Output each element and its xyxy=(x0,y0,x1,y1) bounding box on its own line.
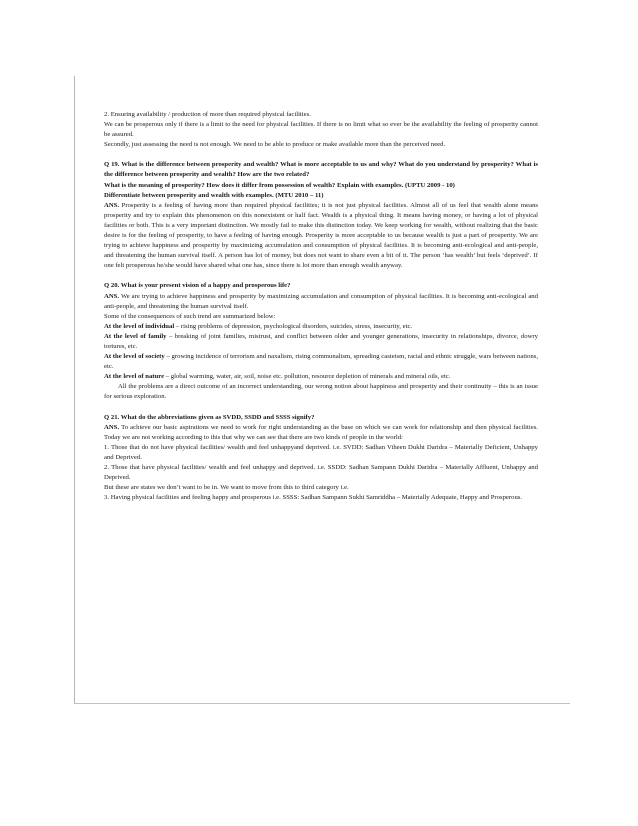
document-body xyxy=(104,110,538,503)
q19-question-1: Q 19. What is the difference between prosperity and wealth? What is more acceptable to us and why? What do you understand by prosperity? What is the difference between prosperity and wealth? How are the two related? xyxy=(104,161,538,179)
level-text: – rising problems of depression, psychological disorders, suicides, stress, insecurity, etc. xyxy=(174,322,413,330)
level-label: At the level of society xyxy=(104,353,165,361)
q19-question-2: What is the meaning of prosperity? How does it differ from possession of wealth? Explain with examples. (UPTU 2009 - 10) xyxy=(104,181,455,189)
level-text: – global warming, water, air, soil, noise etc. pollution, resource depletion of minerals and mineral oils, etc. xyxy=(164,373,451,381)
level-label: At the level of nature xyxy=(104,373,165,381)
q20-level-individual xyxy=(104,322,538,332)
q20-level-family xyxy=(104,332,538,352)
intro-paragraph-2: Secondly, just assessing the need is not enough. We need to be able to produce or make available more than the perceived need. xyxy=(104,141,446,149)
intro-paragraph-1: We can be prosperous only if there is a limit to the need for physical facilities. If there is no limit what so ever be the availability the feeling of prosperity cannot be assured. xyxy=(104,121,538,139)
q20-level-society xyxy=(104,352,538,372)
answer-label: ANS. xyxy=(104,201,120,209)
q19-answer xyxy=(104,201,538,272)
q20-answer xyxy=(104,292,538,312)
q20-question: Q 20. What is your present vision of a happy and prosperous life? xyxy=(104,282,291,290)
q20-answer-text: We are trying to achieve happiness and prosperity by maximizing accumulation and consumption of physical facilities. It is becoming anti-ecological and anti-people, and threatening the human survival itself. xyxy=(104,292,538,310)
q21-answer xyxy=(104,423,538,443)
spacer xyxy=(104,403,538,413)
answer-label: ANS. xyxy=(104,292,120,300)
page-bottom-rule xyxy=(74,703,570,704)
q21-item-1: 1. Those that do not have physical facilities/ wealth and feel unhappyand deprived. i.e. SVDD: Sadhan Viheen Dukhi Daridra – Materially Deficient, Unhappy and Deprived. xyxy=(104,443,538,461)
q21-but: But these are states we don’t want to be in. We want to move from this to third category i.e. xyxy=(104,484,349,492)
q21-answer-text: To achieve our basic aspirations we need to work for right understanding as the base on which we can work for relationship and then physical facilities. Today we are not working according to this that why we can see that there are two kinds of people in the world: xyxy=(104,423,538,441)
q21-item-2: 2. Those that have physical facilities/ wealth and feel unhappy and deprived. i.e. SSDD: Sadhan Sampann Dukhi Daridra – Materially Affluent, Unhappy and Deprived. xyxy=(104,464,538,482)
q21-item-3: 3. Having physical facilities and feeling happy and prosperous i.e. SSSS: Sadhan Sampann Sukhi Samriddha – Materially Adequate, Happy and Prosperous. xyxy=(104,494,523,502)
q20-consequences-intro: Some of the consequences of such trend are summarized below: xyxy=(104,312,276,320)
spacer xyxy=(104,271,538,281)
q19-question-3: Differentiate between prosperity and wealth with examples. (MTU 2010 – 11) xyxy=(104,191,324,199)
answer-label: ANS. xyxy=(104,423,120,431)
level-text: – growing incidence of terrorism and naxalism, rising communalism, spreading casteism, racial and ethnic struggle, wars between nations, etc. xyxy=(104,353,538,371)
level-label: At the level of individual xyxy=(104,322,175,330)
spacer xyxy=(104,150,538,160)
point-2: 2. Ensuring availability / production of more than required physical facilities. xyxy=(104,111,311,118)
q20-level-nature xyxy=(104,372,538,382)
level-label: At the level of family xyxy=(104,332,167,340)
page-left-rule xyxy=(74,76,75,704)
level-text: – breaking of joint families, mistrust, and conflict between older and younger generations, insecurity in relationships, divorce, dowry tortures, etc. xyxy=(104,332,538,350)
q20-closing: All the problems are a direct outcome of an incorrect understanding, our wrong notion about happiness and prosperity and their continuity – this is an issue for serious exploration. xyxy=(104,383,538,401)
q19-answer-text: Prosperity is a feeling of having more than required physical facilities; it is not just physical facilities. Almost all of us feel that wealth alone means prosperity and try to explain this phenomenon on this nonexistent or half fact. Wealth is a physical thing. It means having money, or having a lot of physical facilities or both. This is a very important distinction. We mostly fail to make this distinction today. We keep working for wealth, without realizing that the basic desire is for the feeling of prosperity, to have a feeling of having enough. Prosperity is more acceptable to us because wealth is just a part of prosperity. We are trying to achieve happiness and prosperity by maximizing accumulation and consumption of physical facilities. It is becoming anti-ecological and anti-people, and threatening the human survival itself. A person has lot of money, but does not want to share even a bit of it. The person ‘has wealth’ but feels ‘deprived’. If one felt prosperous he/she would have shared what one has, since there is lot more than enough wealth anyway. xyxy=(104,201,539,270)
q21-question: Q 21. What do the abbreviations given as SVDD, SSDD and SSSS signify? xyxy=(104,413,315,421)
